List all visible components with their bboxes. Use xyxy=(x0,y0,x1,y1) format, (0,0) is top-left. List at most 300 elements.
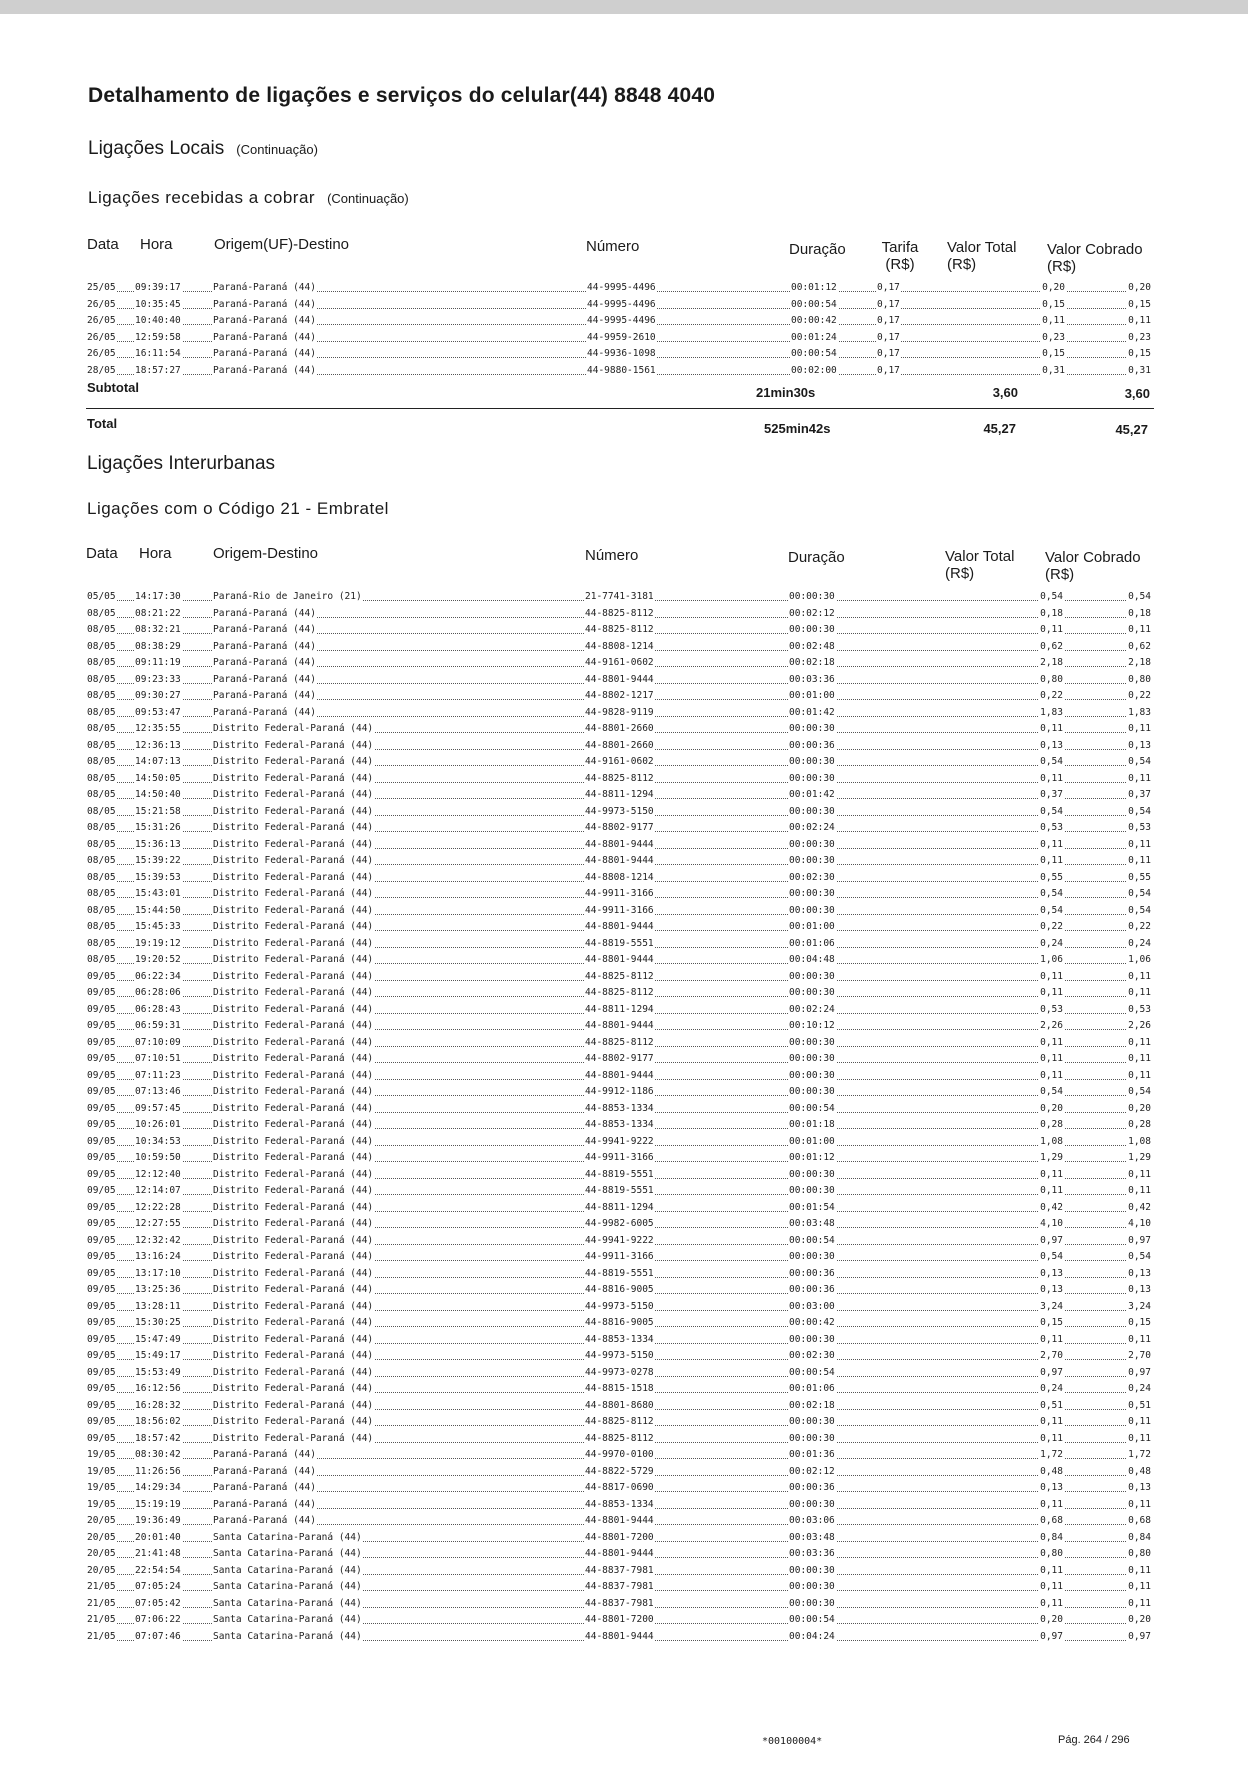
cell-hora: 15:30:25 xyxy=(134,1315,182,1332)
cell-hora: 15:39:22 xyxy=(134,853,182,870)
cell-valor-total: 0,54 xyxy=(1039,804,1064,821)
table-row xyxy=(86,903,1152,920)
cell-duracao: 00:00:54 xyxy=(788,1612,836,1629)
cell-valor-total: 0,11 xyxy=(1039,853,1064,870)
cell-duracao: 00:00:36 xyxy=(788,1480,836,1497)
cell-data: 08/05 xyxy=(86,853,117,870)
cell-hora: 14:50:05 xyxy=(134,771,182,788)
cell-hora: 15:36:13 xyxy=(134,837,182,854)
cell-valor-cobrado: 0,11 xyxy=(1127,1414,1152,1431)
cell-origem: Distrito Federal-Paraná (44) xyxy=(212,853,374,870)
col-header-data: Data xyxy=(86,545,118,562)
table-row xyxy=(86,606,1152,623)
cell-hora: 20:01:40 xyxy=(134,1530,182,1547)
cell-duracao: 00:02:00 xyxy=(790,363,838,380)
cell-duracao: 00:02:12 xyxy=(788,1464,836,1481)
cell-origem: Santa Catarina-Paraná (44) xyxy=(212,1563,363,1580)
cell-numero: 44-9911-3166 xyxy=(584,1150,655,1167)
cell-hora: 09:30:27 xyxy=(134,688,182,705)
table-row xyxy=(86,1002,1152,1019)
cell-numero: 44-8819-5551 xyxy=(584,1167,655,1184)
cell-numero: 44-8817-0690 xyxy=(584,1480,655,1497)
cell-duracao: 00:02:30 xyxy=(788,870,836,887)
table-row xyxy=(86,1200,1152,1217)
cell-hora: 09:53:47 xyxy=(134,705,182,722)
cell-duracao: 00:00:30 xyxy=(788,754,836,771)
cell-valor-cobrado: 3,24 xyxy=(1127,1299,1152,1316)
col-header-tarifa: Tarifa (R$) xyxy=(881,239,919,273)
cell-valor-cobrado: 0,42 xyxy=(1127,1200,1152,1217)
cell-duracao: 00:00:30 xyxy=(788,771,836,788)
cell-valor-cobrado: 0,53 xyxy=(1127,820,1152,837)
cell-duracao: 00:01:42 xyxy=(788,787,836,804)
cell-duracao: 00:00:30 xyxy=(788,804,836,821)
cell-hora: 13:17:10 xyxy=(134,1266,182,1283)
cell-valor-cobrado: 0,11 xyxy=(1127,1579,1152,1596)
cell-hora: 13:16:24 xyxy=(134,1249,182,1266)
cell-valor-cobrado: 0,23 xyxy=(1127,330,1152,347)
cell-hora: 14:17:30 xyxy=(134,589,182,606)
cell-valor-cobrado: 0,13 xyxy=(1127,1480,1152,1497)
cell-origem: Distrito Federal-Paraná (44) xyxy=(212,771,374,788)
cell-origem: Distrito Federal-Paraná (44) xyxy=(212,1150,374,1167)
cell-valor-total: 0,11 xyxy=(1039,721,1064,738)
cell-valor-total: 0,48 xyxy=(1039,1464,1064,1481)
cell-valor-total: 1,08 xyxy=(1039,1134,1064,1151)
cell-origem: Distrito Federal-Paraná (44) xyxy=(212,1315,374,1332)
subsection-title-note: (Continuação) xyxy=(327,191,409,206)
cell-numero: 44-8801-9444 xyxy=(584,672,655,689)
document-barcode-text: *00100004* xyxy=(762,1736,823,1747)
subtotal-valor-cobrado: 3,60 xyxy=(1124,386,1150,401)
cell-valor-total: 0,22 xyxy=(1039,919,1064,936)
table-row xyxy=(86,936,1152,953)
col-header-duracao: Duração xyxy=(788,549,845,566)
cell-duracao: 00:00:30 xyxy=(788,721,836,738)
cell-numero: 44-9995-4496 xyxy=(586,297,657,314)
cell-hora: 07:06:22 xyxy=(134,1612,182,1629)
cell-origem: Santa Catarina-Paraná (44) xyxy=(212,1612,363,1629)
cell-numero: 44-9911-3166 xyxy=(584,903,655,920)
table-row xyxy=(86,1315,1152,1332)
table-row xyxy=(86,952,1152,969)
cell-data: 09/05 xyxy=(86,1183,117,1200)
cell-numero: 44-8811-1294 xyxy=(584,787,655,804)
table-row xyxy=(86,1612,1152,1629)
cell-hora: 18:57:42 xyxy=(134,1431,182,1448)
cell-duracao: 00:01:06 xyxy=(788,936,836,953)
cell-origem: Distrito Federal-Paraná (44) xyxy=(212,1266,374,1283)
cell-origem: Distrito Federal-Paraná (44) xyxy=(212,1381,374,1398)
cell-duracao: 00:00:30 xyxy=(788,1068,836,1085)
table-row xyxy=(86,1233,1152,1250)
cell-valor-cobrado: 0,11 xyxy=(1127,313,1152,330)
cell-origem: Distrito Federal-Paraná (44) xyxy=(212,969,374,986)
cell-hora: 10:40:40 xyxy=(134,313,182,330)
cell-valor-total: 0,23 xyxy=(1041,330,1066,347)
cell-numero: 44-8825-8112 xyxy=(584,1414,655,1431)
cell-valor-cobrado: 0,68 xyxy=(1127,1513,1152,1530)
table-row xyxy=(86,1348,1152,1365)
cell-data: 09/05 xyxy=(86,1035,117,1052)
cell-valor-cobrado: 0,11 xyxy=(1127,1332,1152,1349)
cell-numero: 44-9880-1561 xyxy=(586,363,657,380)
cell-numero: 44-9995-4496 xyxy=(586,313,657,330)
cell-duracao: 00:02:24 xyxy=(788,1002,836,1019)
scan-top-edge xyxy=(0,0,1248,14)
cell-duracao: 00:00:30 xyxy=(788,985,836,1002)
cell-hora: 12:35:55 xyxy=(134,721,182,738)
section-title-local xyxy=(88,138,318,160)
cell-hora: 08:38:29 xyxy=(134,639,182,656)
cell-origem: Distrito Federal-Paraná (44) xyxy=(212,919,374,936)
cell-origem: Distrito Federal-Paraná (44) xyxy=(212,837,374,854)
cell-valor-cobrado: 0,15 xyxy=(1127,297,1152,314)
cell-origem: Distrito Federal-Paraná (44) xyxy=(212,1233,374,1250)
cell-origem: Paraná-Paraná (44) xyxy=(212,363,317,380)
cell-duracao: 00:02:18 xyxy=(788,1398,836,1415)
cell-valor-total: 0,97 xyxy=(1039,1233,1064,1250)
subtotal-label: Subtotal xyxy=(87,380,139,395)
cell-origem: Paraná-Paraná (44) xyxy=(212,330,317,347)
cell-origem: Distrito Federal-Paraná (44) xyxy=(212,870,374,887)
cell-numero: 44-8825-8112 xyxy=(584,969,655,986)
table-row xyxy=(86,1365,1152,1382)
cell-valor-cobrado: 2,18 xyxy=(1127,655,1152,672)
table-row xyxy=(86,1018,1152,1035)
cell-data: 09/05 xyxy=(86,1315,117,1332)
cell-hora: 08:21:22 xyxy=(134,606,182,623)
cell-valor-total: 0,13 xyxy=(1039,1282,1064,1299)
table-row xyxy=(86,738,1152,755)
cell-origem: Distrito Federal-Paraná (44) xyxy=(212,1084,374,1101)
cell-duracao: 00:00:36 xyxy=(788,738,836,755)
cell-valor-cobrado: 0,11 xyxy=(1127,985,1152,1002)
subsection-title-text: Ligações recebidas a cobrar xyxy=(88,188,316,207)
cell-valor-cobrado: 0,22 xyxy=(1127,688,1152,705)
cell-data: 20/05 xyxy=(86,1513,117,1530)
cell-duracao: 00:01:54 xyxy=(788,1200,836,1217)
cell-data: 21/05 xyxy=(86,1629,117,1646)
cell-numero: 44-8825-8112 xyxy=(584,771,655,788)
cell-valor-total: 0,11 xyxy=(1039,771,1064,788)
cell-valor-cobrado: 0,11 xyxy=(1127,1167,1152,1184)
cell-data: 09/05 xyxy=(86,985,117,1002)
table-row xyxy=(86,1266,1152,1283)
cell-data: 26/05 xyxy=(86,313,117,330)
table-row xyxy=(86,1084,1152,1101)
cell-valor-total: 0,15 xyxy=(1041,297,1066,314)
cell-numero: 44-9973-5150 xyxy=(584,1348,655,1365)
cell-valor-total: 0,80 xyxy=(1039,672,1064,689)
cell-numero: 44-9161-0602 xyxy=(584,655,655,672)
cell-tarifa: 0,17 xyxy=(876,280,901,297)
cell-origem: Distrito Federal-Paraná (44) xyxy=(212,952,374,969)
cell-data: 26/05 xyxy=(86,330,117,347)
cell-numero: 44-8837-7981 xyxy=(584,1579,655,1596)
cell-valor-cobrado: 0,11 xyxy=(1127,622,1152,639)
table-row xyxy=(86,1167,1152,1184)
subsection-title-embratel: Ligações com o Código 21 - Embratel xyxy=(87,499,389,518)
cell-numero: 44-8811-1294 xyxy=(584,1200,655,1217)
cell-hora: 10:35:45 xyxy=(134,297,182,314)
cell-origem: Paraná-Paraná (44) xyxy=(212,313,317,330)
total-duration: 525min42s xyxy=(764,421,831,436)
cell-origem: Distrito Federal-Paraná (44) xyxy=(212,1398,374,1415)
cell-valor-total: 0,55 xyxy=(1039,870,1064,887)
cell-duracao: 00:00:30 xyxy=(788,1183,836,1200)
cell-duracao: 00:03:48 xyxy=(788,1216,836,1233)
cell-numero: 44-9995-4496 xyxy=(586,280,657,297)
table-row xyxy=(86,886,1152,903)
cell-hora: 06:28:06 xyxy=(134,985,182,1002)
table-row xyxy=(86,1249,1152,1266)
cell-duracao: 00:03:36 xyxy=(788,672,836,689)
cell-valor-total: 0,11 xyxy=(1039,985,1064,1002)
cell-numero: 44-8853-1334 xyxy=(584,1497,655,1514)
cell-valor-total: 0,54 xyxy=(1039,886,1064,903)
cell-valor-cobrado: 0,84 xyxy=(1127,1530,1152,1547)
cell-hora: 07:10:51 xyxy=(134,1051,182,1068)
col-header-origem: Origem(UF)-Destino xyxy=(214,236,350,253)
table-row xyxy=(86,754,1152,771)
cell-data: 09/05 xyxy=(86,1332,117,1349)
table-row xyxy=(86,346,1152,363)
cell-origem: Distrito Federal-Paraná (44) xyxy=(212,1332,374,1349)
cell-numero: 44-9911-3166 xyxy=(584,886,655,903)
cell-hora: 19:36:49 xyxy=(134,1513,182,1530)
cell-valor-cobrado: 0,11 xyxy=(1127,853,1152,870)
cell-numero: 44-9973-5150 xyxy=(584,804,655,821)
cell-origem: Distrito Federal-Paraná (44) xyxy=(212,1431,374,1448)
table-row xyxy=(86,688,1152,705)
cell-hora: 12:12:40 xyxy=(134,1167,182,1184)
cell-numero: 44-8819-5551 xyxy=(584,1266,655,1283)
cell-valor-total: 0,53 xyxy=(1039,1002,1064,1019)
table-row xyxy=(86,280,1152,297)
cell-valor-cobrado: 0,22 xyxy=(1127,919,1152,936)
table-row xyxy=(86,1381,1152,1398)
cell-valor-cobrado: 0,24 xyxy=(1127,1381,1152,1398)
cell-valor-cobrado: 0,97 xyxy=(1127,1365,1152,1382)
cell-data: 08/05 xyxy=(86,655,117,672)
cell-data: 08/05 xyxy=(86,870,117,887)
cell-hora: 19:20:52 xyxy=(134,952,182,969)
col-header-valor-total: Valor Total (R$) xyxy=(945,548,1015,582)
cell-valor-total: 0,11 xyxy=(1039,622,1064,639)
cell-duracao: 00:04:24 xyxy=(788,1629,836,1646)
table-row xyxy=(86,1398,1152,1415)
table-row xyxy=(86,870,1152,887)
cell-valor-cobrado: 0,11 xyxy=(1127,969,1152,986)
cell-numero: 44-8825-8112 xyxy=(584,622,655,639)
cell-data: 09/05 xyxy=(86,1216,117,1233)
cell-valor-total: 0,24 xyxy=(1039,936,1064,953)
cell-duracao: 00:00:54 xyxy=(788,1233,836,1250)
col-header-valor-cobrado: Valor Cobrado (R$) xyxy=(1045,549,1141,583)
cell-data: 05/05 xyxy=(86,589,117,606)
cell-valor-total: 0,11 xyxy=(1039,1332,1064,1349)
cell-numero: 44-8815-1518 xyxy=(584,1381,655,1398)
cell-duracao: 00:00:36 xyxy=(788,1282,836,1299)
cell-hora: 07:11:23 xyxy=(134,1068,182,1085)
cell-valor-cobrado: 0,13 xyxy=(1127,1282,1152,1299)
col-header-duracao: Duração xyxy=(789,241,846,258)
cell-duracao: 00:00:30 xyxy=(788,1084,836,1101)
cell-duracao: 00:03:06 xyxy=(788,1513,836,1530)
cell-valor-total: 1,83 xyxy=(1039,705,1064,722)
cell-data: 09/05 xyxy=(86,1101,117,1118)
cell-hora: 06:22:34 xyxy=(134,969,182,986)
cell-duracao: 00:00:36 xyxy=(788,1266,836,1283)
cell-hora: 10:59:50 xyxy=(134,1150,182,1167)
cell-numero: 44-8808-1214 xyxy=(584,639,655,656)
cell-hora: 12:32:42 xyxy=(134,1233,182,1250)
cell-hora: 15:47:49 xyxy=(134,1332,182,1349)
cell-origem: Distrito Federal-Paraná (44) xyxy=(212,1167,374,1184)
cell-hora: 12:27:55 xyxy=(134,1216,182,1233)
cell-valor-cobrado: 0,97 xyxy=(1127,1233,1152,1250)
cell-data: 09/05 xyxy=(86,1002,117,1019)
table-row xyxy=(86,1117,1152,1134)
cell-numero: 44-8808-1214 xyxy=(584,870,655,887)
cell-valor-cobrado: 0,15 xyxy=(1127,1315,1152,1332)
table-row xyxy=(86,589,1152,606)
cell-valor-total: 0,11 xyxy=(1039,1068,1064,1085)
cell-data: 09/05 xyxy=(86,1398,117,1415)
table-row xyxy=(86,1530,1152,1547)
table-row xyxy=(86,297,1152,314)
cell-origem: Distrito Federal-Paraná (44) xyxy=(212,1068,374,1085)
table-row xyxy=(86,1563,1152,1580)
cell-numero: 44-9941-9222 xyxy=(584,1233,655,1250)
cell-hora: 18:57:27 xyxy=(134,363,182,380)
cell-valor-total: 0,31 xyxy=(1041,363,1066,380)
table-row xyxy=(86,1596,1152,1613)
cell-data: 08/05 xyxy=(86,688,117,705)
table-row xyxy=(86,1332,1152,1349)
subsection-title-collect xyxy=(88,188,409,208)
cell-duracao: 00:00:30 xyxy=(788,886,836,903)
cell-valor-total: 1,29 xyxy=(1039,1150,1064,1167)
cell-valor-total: 2,70 xyxy=(1039,1348,1064,1365)
cell-origem: Paraná-Paraná (44) xyxy=(212,606,317,623)
cell-hora: 12:22:28 xyxy=(134,1200,182,1217)
cell-data: 08/05 xyxy=(86,771,117,788)
cell-data: 09/05 xyxy=(86,1084,117,1101)
cell-duracao: 00:02:48 xyxy=(788,639,836,656)
cell-valor-total: 0,84 xyxy=(1039,1530,1064,1547)
cell-data: 19/05 xyxy=(86,1464,117,1481)
table-row xyxy=(86,787,1152,804)
cell-valor-total: 0,11 xyxy=(1039,1167,1064,1184)
table-row xyxy=(86,820,1152,837)
cell-hora: 07:05:42 xyxy=(134,1596,182,1613)
cell-numero: 44-9970-0100 xyxy=(584,1447,655,1464)
cell-tarifa: 0,17 xyxy=(876,297,901,314)
cell-origem: Distrito Federal-Paraná (44) xyxy=(212,804,374,821)
cell-origem: Distrito Federal-Paraná (44) xyxy=(212,1134,374,1151)
cell-origem: Paraná-Paraná (44) xyxy=(212,1464,317,1481)
cell-valor-total: 0,11 xyxy=(1039,969,1064,986)
table-row xyxy=(86,672,1152,689)
cell-valor-cobrado: 0,62 xyxy=(1127,639,1152,656)
cell-valor-cobrado: 0,55 xyxy=(1127,870,1152,887)
cell-origem: Distrito Federal-Paraná (44) xyxy=(212,1002,374,1019)
col-header-numero: Número xyxy=(585,547,639,564)
cell-hora: 15:39:53 xyxy=(134,870,182,887)
table-row xyxy=(86,1480,1152,1497)
cell-numero: 44-8816-9005 xyxy=(584,1315,655,1332)
cell-valor-cobrado: 0,11 xyxy=(1127,721,1152,738)
cell-origem: Distrito Federal-Paraná (44) xyxy=(212,936,374,953)
cell-duracao: 00:01:18 xyxy=(788,1117,836,1134)
cell-numero: 44-8816-9005 xyxy=(584,1282,655,1299)
cell-numero: 44-8801-7200 xyxy=(584,1612,655,1629)
cell-valor-cobrado: 0,97 xyxy=(1127,1629,1152,1646)
cell-duracao: 00:00:30 xyxy=(788,1332,836,1349)
cell-valor-total: 0,22 xyxy=(1039,688,1064,705)
cell-hora: 16:12:56 xyxy=(134,1381,182,1398)
cell-valor-total: 0,20 xyxy=(1041,280,1066,297)
cell-data: 09/05 xyxy=(86,1068,117,1085)
section-title-interurbanas: Ligações Interurbanas xyxy=(87,453,276,474)
col-header-hora: Hora xyxy=(140,236,173,253)
cell-valor-total: 0,11 xyxy=(1039,1183,1064,1200)
cell-numero: 44-8837-7981 xyxy=(584,1596,655,1613)
cell-valor-cobrado: 0,54 xyxy=(1127,754,1152,771)
cell-numero: 44-8801-9444 xyxy=(584,1629,655,1646)
cell-numero: 44-9161-0602 xyxy=(584,754,655,771)
cell-data: 08/05 xyxy=(86,738,117,755)
cell-valor-cobrado: 0,11 xyxy=(1127,1497,1152,1514)
cell-valor-total: 0,20 xyxy=(1039,1612,1064,1629)
cell-duracao: 00:00:30 xyxy=(788,853,836,870)
table-row xyxy=(86,705,1152,722)
cell-valor-cobrado: 0,15 xyxy=(1127,346,1152,363)
cell-origem: Santa Catarina-Paraná (44) xyxy=(212,1546,363,1563)
cell-data: 08/05 xyxy=(86,721,117,738)
cell-data: 08/05 xyxy=(86,903,117,920)
cell-origem: Paraná-Paraná (44) xyxy=(212,655,317,672)
cell-valor-cobrado: 0,11 xyxy=(1127,771,1152,788)
cell-valor-cobrado: 1,72 xyxy=(1127,1447,1152,1464)
cell-origem: Santa Catarina-Paraná (44) xyxy=(212,1579,363,1596)
col-header-numero: Número xyxy=(586,238,640,255)
cell-origem: Distrito Federal-Paraná (44) xyxy=(212,903,374,920)
cell-numero: 44-8825-8112 xyxy=(584,985,655,1002)
cell-origem: Distrito Federal-Paraná (44) xyxy=(212,1299,374,1316)
cell-duracao: 00:00:54 xyxy=(788,1101,836,1118)
table-row xyxy=(86,1447,1152,1464)
cell-numero: 44-8802-1217 xyxy=(584,688,655,705)
col-header-valor-cobrado: Valor Cobrado (R$) xyxy=(1047,241,1143,275)
cell-origem: Distrito Federal-Paraná (44) xyxy=(212,1051,374,1068)
cell-numero: 44-8801-9444 xyxy=(584,1546,655,1563)
cell-hora: 12:36:13 xyxy=(134,738,182,755)
cell-duracao: 00:00:30 xyxy=(788,1579,836,1596)
cell-data: 09/05 xyxy=(86,1051,117,1068)
cell-hora: 10:34:53 xyxy=(134,1134,182,1151)
cell-hora: 12:59:58 xyxy=(134,330,182,347)
cell-valor-cobrado: 0,54 xyxy=(1127,886,1152,903)
table-row xyxy=(86,1497,1152,1514)
cell-numero: 44-8801-2660 xyxy=(584,738,655,755)
cell-data: 09/05 xyxy=(86,1381,117,1398)
cell-duracao: 00:00:42 xyxy=(788,1315,836,1332)
cell-origem: Paraná-Paraná (44) xyxy=(212,705,317,722)
cell-data: 19/05 xyxy=(86,1497,117,1514)
